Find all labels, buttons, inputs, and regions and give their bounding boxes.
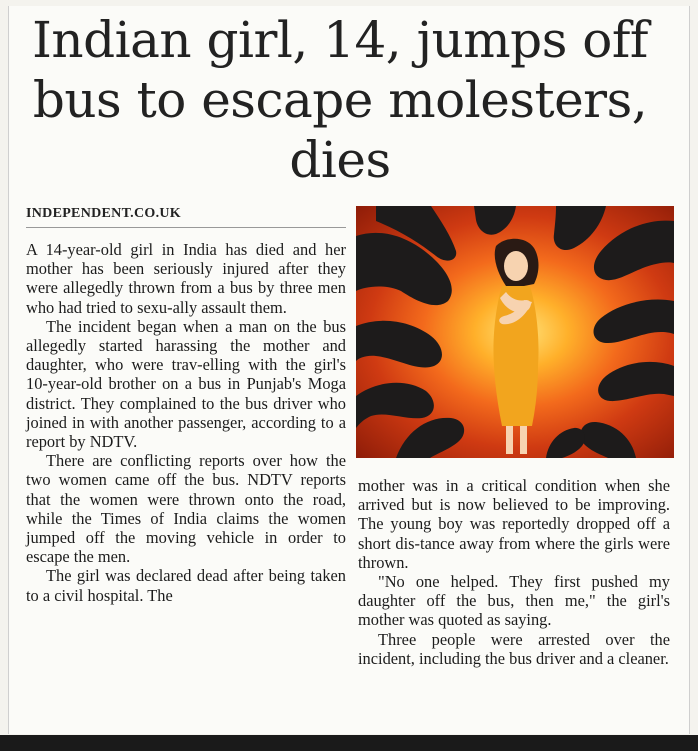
leg-shape (506, 426, 513, 454)
article-illustration (356, 206, 674, 458)
hand-shape (594, 221, 674, 281)
hand-shape (594, 300, 674, 344)
bottom-border (0, 735, 698, 751)
hand-shape (474, 206, 516, 235)
paragraph: The girl was declared dead after being taken to a civil hospital. The (26, 566, 346, 605)
paragraph: The incident began when a man on the bus allegedly started harassing the mother and daughter, who were trav-elling with the girl's 10-year-old brother on a bus in Punjab's Moga district. They complained to the bus driver who joined in with another passenger, according to a report by NDTV. (26, 316, 346, 452)
hand-shape (554, 206, 606, 250)
headline: Indian girl, 14, jumps off bus to escape molesters, dies (32, 11, 648, 189)
article-column-left (26, 240, 346, 605)
girl-surrounded-by-hands-illustration (356, 206, 674, 458)
hand-shape (396, 418, 464, 458)
article-column-right (358, 476, 670, 668)
leg-shape (520, 426, 527, 454)
hand-shape (546, 428, 585, 458)
paragraph: mother was in a critical condition when she arrived but is now believed to be improving. The young boy was reportedly dropped off a short dis-tance away from where the girls were thrown. (358, 476, 670, 572)
source-divider (26, 227, 346, 228)
hand-shape (356, 383, 434, 428)
source-label: INDEPENDENT.CO.UK (26, 206, 181, 221)
hand-shape (598, 362, 674, 401)
paragraph: Three people were arrested over the incident, including the bus driver and a cleaner. (358, 629, 670, 668)
hand-shape (580, 422, 636, 458)
paragraph: "No one helped. They first pushed my daughter off the bus, then me," the girl's mother was quoted as saying. (358, 572, 670, 630)
hand-shape (356, 321, 442, 368)
face-shape (504, 251, 528, 281)
girl-figure (493, 239, 538, 454)
paragraph: There are conflicting reports over how the two women came off the bus. NDTV reports that the women were thrown onto the road, while the Times of India claims the women jumped off the moving vehicle in order to escape the men. (26, 451, 346, 567)
paragraph: A 14-year-old girl in India has died and her mother has been seriously injured after they were allegedly thrown from a bus by three men who had tried to sexu-ally assault them. (26, 240, 346, 317)
